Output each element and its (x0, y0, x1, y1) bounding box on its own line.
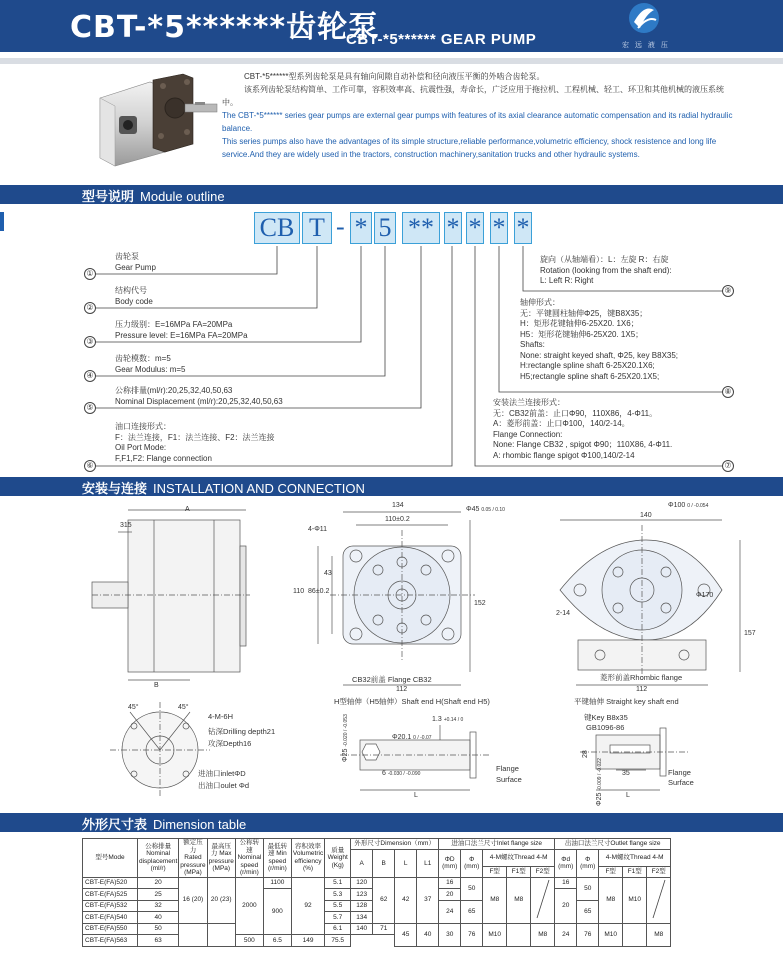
th-f-out: F型 (599, 866, 623, 877)
page-subtitle: CBT-*5****** GEAR PUMP (346, 31, 537, 48)
label-drill: 钻深Drilling depth21 (208, 727, 276, 736)
th-inlet: 进油口法兰尺寸Inlet flange size (439, 839, 555, 850)
th-b: B (373, 850, 395, 878)
th-phid-in: ΦD (mm) (439, 850, 461, 878)
outline-num-6: ⑥ (84, 460, 96, 472)
section-outline-en: Module outline (140, 189, 225, 204)
dim-110-vertical: 110 (293, 588, 305, 595)
th-l1: L1 (417, 850, 439, 878)
code-dash: - (336, 212, 345, 241)
th-thread-out: 4-M螺纹Thread 4-M (599, 850, 671, 867)
th-max-pressure: 最高压力 Max pressure (MPa) (207, 839, 235, 878)
dim-35: 35 (622, 770, 630, 777)
th-dimension: 外形尺寸Dimension（mm） (351, 839, 439, 850)
outline-desc-2: 结构代号 Body code (115, 286, 153, 306)
label-inlet: 进油口inletΦD (198, 769, 246, 778)
dim-110: 110±0.2 (385, 516, 410, 523)
outline-desc-9: 旋向（从轴端看）：L：左旋 R：右旋 Rotation (looking from the shaft end): L: Left R: Right (540, 255, 672, 285)
logo-text: 宏 远 液 压 (622, 42, 670, 49)
th-f-in: F型 (483, 866, 507, 877)
th-f2-out: F2型 (647, 866, 671, 877)
th-f2-in: F2型 (531, 866, 555, 877)
cell-rated: 16 (20) (179, 877, 207, 923)
table-row: CBT-E(FA)550 50 6.1 140 71 45 40 30 76 M10 M8 24 76 M10 M8 (83, 923, 671, 935)
th-phid-out: Φd (mm) (555, 850, 577, 878)
label-h-shaft: H型轴伸（H5轴伸）Shaft end H(Shaft end H5) (334, 697, 490, 706)
outline-desc-6: 油口连接形式： F：法兰连接，F1：法兰连接、F2：法兰连接 Oil Port Mode: F,F1,F2: Flange connection (115, 422, 275, 463)
dim-l-spline: L (414, 792, 418, 799)
dim-112b: 112 (636, 686, 648, 693)
dim-43: 43 (324, 570, 332, 577)
code-shaft: * (490, 212, 508, 244)
dim-140: 140 (640, 512, 652, 519)
label-key: 键Key B8x35 (584, 713, 628, 722)
th-displacement: 公称排量 Nominal displacement (ml/r) (138, 839, 179, 878)
code-displacement: ** (402, 212, 440, 244)
outline-num-8: ⑧ (722, 386, 734, 398)
dim-112a: 112 (396, 686, 408, 693)
th-efficiency: 容积效率 Volumetric efficiency (%) (291, 839, 324, 878)
section-dimension-table (0, 813, 783, 832)
table-row: CBT-E(FA)540 40 5.7 134 (83, 912, 671, 924)
code-pressure: * (350, 212, 372, 244)
dim-134: 134 (392, 502, 404, 509)
angle-45-right: 45° (178, 704, 189, 711)
outline-num-3: ③ (84, 336, 96, 348)
dim-1-3: 1.3 +0.14 / 0 (432, 716, 464, 723)
page-title: CBT-*5******齿轮泵 (70, 10, 380, 45)
code-rotation: * (514, 212, 532, 244)
th-phi-out: Φ (mm) (577, 850, 599, 878)
outline-desc-3: 压力级别：E=16MPa FA=20MPa Pressure level: E=16MPa FA=20MPa (115, 320, 248, 340)
th-outlet: 出油口法兰尺寸Outlet flange size (555, 839, 671, 850)
table-row: CBT-E(FA)563 63 500 6.5 149 75.5 (83, 935, 671, 947)
outline-num-2: ② (84, 302, 96, 314)
dim-6-spline: 6 -0.030 / -0.090 (382, 770, 421, 777)
th-rated-pressure: 额定压力 Rated pressure (MPa) (180, 839, 206, 876)
cell-slash-in (531, 877, 555, 923)
intro-en-2: This series pumps also have the advantages of its simple structure,reliable performance,volumetric efficiency, shock resistence and long life service.And they are widely used in the tractors, construction machinery,sanitation trucks and other hydraulic systems. (222, 137, 717, 159)
section-outline-cn: 型号说明 (82, 189, 135, 204)
dim-phi20-1: Φ20.1 0 / -0.07 (392, 734, 432, 741)
th-a: A (351, 850, 373, 878)
table-row: CBT-E(FA)532 32 5.5 128 24 65 65 (83, 900, 671, 912)
cell-nspeed: 2000 (235, 877, 263, 935)
cell-max: 20 (23) (207, 877, 235, 923)
label-cb32: CB32前盖 Flange CB32 (352, 675, 432, 684)
outline-num-4: ④ (84, 370, 96, 382)
dim-157: 157 (744, 630, 756, 637)
outline-num-1: ① (84, 268, 96, 280)
code-port: * (444, 212, 462, 244)
dim-4phi11: 4-Φ11 (308, 526, 328, 533)
dim-phi170: Φ170 (696, 592, 714, 599)
intro-cn-2: 该系列齿轮泵结构简单、工作可靠，容积效率高、抗震性强，寿命长，广泛应用于拖拉机、工程机械、轻工、环卫和其他机械的液压系统中。 (222, 85, 724, 107)
th-thread-in: 4-M螺纹Thread 4-M (483, 850, 555, 867)
code-cb: CB (254, 212, 300, 244)
dim-b: B (154, 682, 159, 689)
label-flange-2: Flange (668, 768, 691, 777)
th-nominal-speed: 公称转速 Nominal speed (r/min) (235, 839, 263, 878)
section-install-en: INSTALLATION AND CONNECTION (153, 481, 365, 496)
dim-phi25-spline: Φ25 -0.020 / -0.053 (342, 714, 349, 762)
th-phi-in: Φ (mm) (461, 850, 483, 878)
dim-phi25-key: Φ25 -0.009 / -0.022 (596, 758, 603, 806)
th-f1-out: F1型 (623, 866, 647, 877)
label-outlet: 出油口oulet Φd (198, 781, 250, 790)
dimension-table (82, 838, 671, 947)
intro-en-1: The CBT-*5****** series gear pumps are external gear pumps with features of its axial clearance automatic compensation and its radial hydraulic balance. (222, 111, 733, 133)
outline-desc-4: 齿轮模数：m=5 Gear Modulus: m=5 (115, 354, 186, 374)
th-f1-in: F1型 (507, 866, 531, 877)
label-4m6h: 4-M-6H (208, 712, 234, 721)
dim-a: A (185, 506, 190, 513)
outline-num-7: ⑦ (722, 460, 734, 472)
th-l: L (395, 850, 417, 878)
outline-desc-8: 轴伸形式： 无：平键圆柱轴伸Φ25，键B8X35； H：矩形花键轴伸6-25X20. 1X6； H5：矩形花键轴伸6-25X20. 1X5； Shafts: None: straight keyed shaft, Φ25, key B8X35; H:rectangle spline shaft 6-25X20.1X6; H5;rectangle spline shaft 6-25X20.1X5; (520, 298, 679, 381)
code-t: T (302, 212, 332, 244)
outline-desc-1: 齿轮泵 Gear Pump (115, 252, 156, 272)
outline-num-5: ⑤ (84, 402, 96, 414)
outline-desc-5: 公称排量(ml/r):20,25,32,40,50,63 Nominal Displacement (ml/r):20,25,32,40,50,63 (115, 386, 283, 406)
outline-num-9: ⑨ (722, 285, 734, 297)
label-surface-2: Surface (668, 778, 694, 787)
code-flange: * (466, 212, 484, 244)
intro-cn-1: CBT-*5******型系列齿轮泵是具有轴向间隙自动补偿和径向液压平衡的外啮合齿轮泵。 (244, 72, 545, 81)
dim-152: 152 (474, 600, 486, 607)
table-row: CBT-E(FA)525 25 900 5.3 123 20 20 (83, 889, 671, 901)
section-table-cn: 外形尺寸表 (82, 817, 148, 832)
dim-28: 28 (582, 750, 589, 758)
label-tap: 攻深Depth16 (208, 739, 252, 748)
dim-2-14: 2-14 (556, 610, 571, 617)
dim-phi45: Φ45 0.05 / 0.10 (466, 506, 505, 513)
label-flange-1: Flange (496, 764, 519, 773)
dim-phi100: Φ100 0 / -0.054 (668, 502, 709, 509)
th-min-speed: 最低转速 Min speed (r/min) (263, 839, 291, 878)
label-rhombic: 菱形前盖Rhombic flange (600, 673, 683, 682)
section-table-en: Dimension table (153, 817, 247, 832)
outline-desc-7: 安装法兰连接形式： 无：CB32前盖：止口Φ90，110X86，4-Φ11。 A：菱形前盖：止口Φ100，140/2-14。 Flange Connection: None: Flange CB32 , spigot Φ90；110X86, 4-Φ11. A: rhombic flange spigot Φ100,140/2-14 (493, 398, 673, 460)
th-model: 型号Mode (83, 839, 138, 878)
dim-315: 315 (120, 522, 132, 529)
label-straight-shaft: 平键轴伸 Straight key shaft end (574, 697, 679, 706)
section-install-cn: 安装与连接 (82, 481, 148, 496)
label-gb: GB1096-86 (586, 723, 625, 732)
code-modulus: 5 (374, 212, 396, 244)
dim-l-key: L (626, 792, 630, 799)
angle-45-left: 45° (128, 704, 139, 711)
table-row: CBT-E(FA)520 20 16 (20) 20 (23) 2000 1100 92 5.1 120 62 42 37 16 50 M8 M8 16 50 M8 M10 (83, 877, 671, 889)
th-weight: 质量 Weight (Kg) (325, 839, 351, 878)
cell-eff: 92 (291, 877, 324, 935)
label-surface-1: Surface (496, 775, 522, 784)
dim-86: 86±0.2 (308, 588, 330, 595)
cell-slash-out (647, 877, 671, 923)
